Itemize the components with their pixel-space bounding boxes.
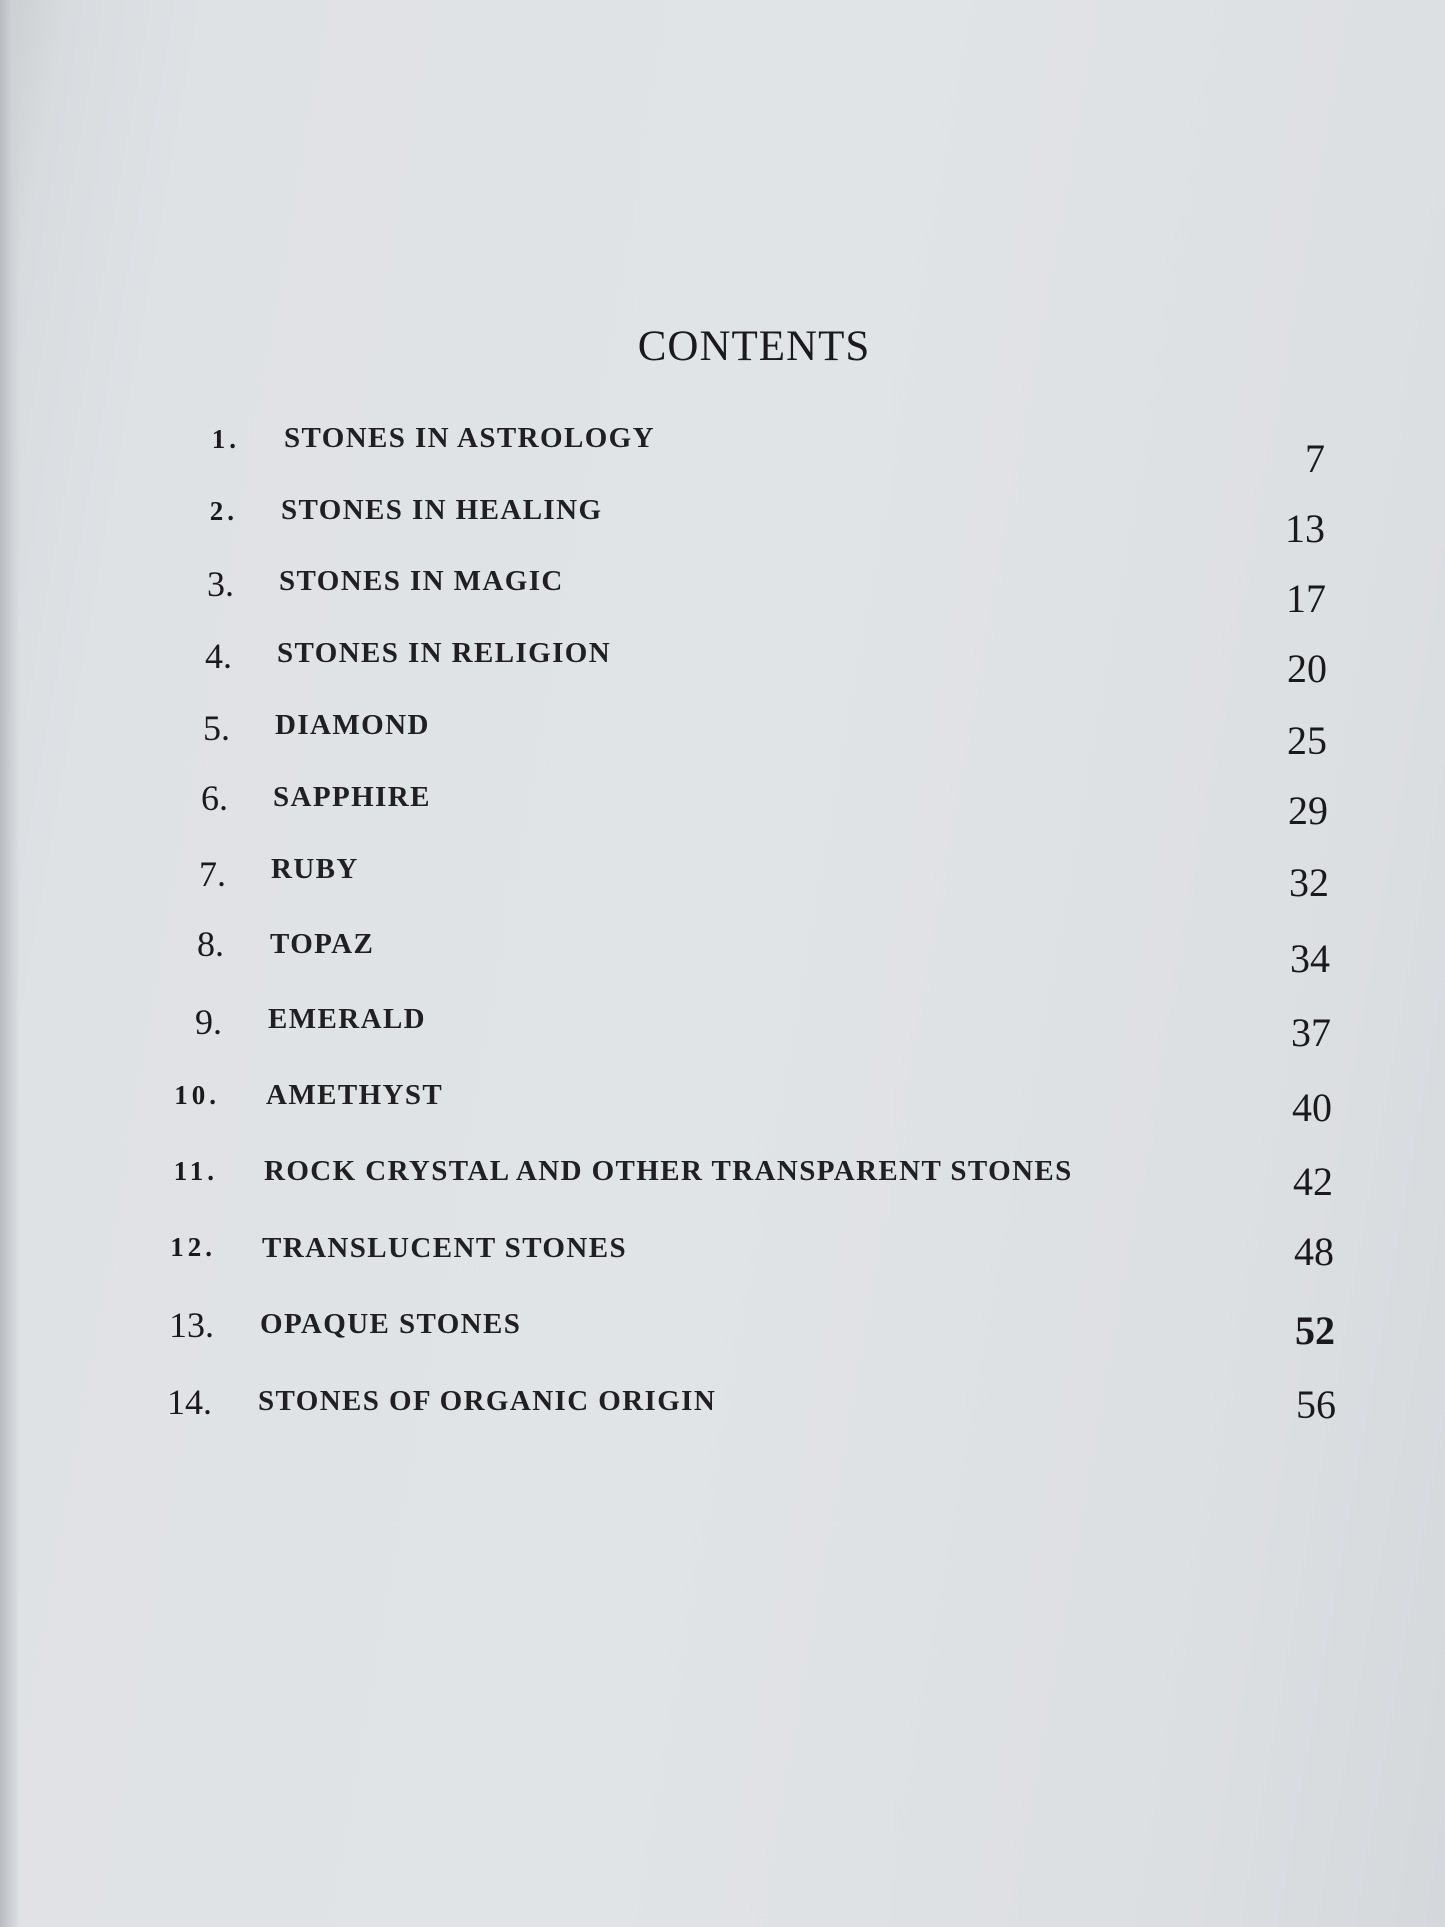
toc-entry-page: 32 bbox=[1289, 860, 1329, 905]
toc-entry-9 bbox=[0, 999, 1445, 1055]
toc-entry-1 bbox=[0, 418, 1445, 481]
toc-entry-7 bbox=[0, 851, 1445, 905]
toc-entry-6 bbox=[0, 777, 1445, 833]
page-title: CONTENTS bbox=[637, 323, 871, 370]
toc-entry-14 bbox=[0, 1381, 1445, 1431]
toc-entry-title: ROCK CRYSTAL AND OTHER TRANSPARENT STONES bbox=[264, 1155, 1073, 1187]
toc-entry-page: 34 bbox=[1290, 936, 1330, 981]
toc-entry-page: 17 bbox=[1286, 576, 1326, 621]
toc-entry-page: 20 bbox=[1287, 646, 1327, 691]
toc-entry-title: AMETHYST bbox=[266, 1079, 444, 1111]
toc-entry-page: 13 bbox=[1285, 506, 1325, 551]
toc-entry-page: 56 bbox=[1296, 1382, 1336, 1427]
toc-entry-title: TRANSLUCENT STONES bbox=[262, 1232, 628, 1264]
toc-entry-11 bbox=[0, 1150, 1445, 1204]
toc-entry-page: 7 bbox=[1305, 436, 1325, 481]
toc-entry-8 bbox=[0, 923, 1445, 981]
toc-entry-title: OPAQUE STONES bbox=[260, 1308, 522, 1340]
toc-entry-title: EMERALD bbox=[268, 1003, 427, 1035]
toc-entry-page: 37 bbox=[1291, 1010, 1331, 1055]
toc-entry-number: 12. bbox=[170, 1232, 216, 1262]
toc-entry-number: 9. bbox=[195, 1002, 222, 1042]
toc-entry-2 bbox=[0, 490, 1445, 551]
toc-entry-page: 52 bbox=[1295, 1308, 1335, 1353]
toc-entry-number: 11. bbox=[173, 1156, 218, 1186]
toc-entry-page: 48 bbox=[1294, 1229, 1334, 1274]
toc-entry-number: 8. bbox=[197, 924, 224, 964]
toc-entry-3 bbox=[0, 561, 1445, 621]
toc-entry-title: STONES IN ASTROLOGY bbox=[284, 422, 655, 454]
toc-entry-number: 4. bbox=[205, 636, 232, 676]
toc-entry-title: STONES IN HEALING bbox=[281, 494, 603, 526]
toc-entry-page: 25 bbox=[1287, 718, 1327, 763]
toc-entry-page: 29 bbox=[1288, 788, 1328, 833]
toc-entry-title: TOPAZ bbox=[270, 928, 375, 960]
toc-entry-4 bbox=[0, 633, 1445, 691]
toc-entry-number: 5. bbox=[203, 708, 230, 748]
toc-entry-page: 42 bbox=[1293, 1159, 1333, 1204]
toc-entry-number: 14. bbox=[167, 1382, 212, 1422]
toc-entry-number: 6. bbox=[201, 778, 228, 818]
toc-entry-10 bbox=[0, 1074, 1445, 1130]
toc-entry-number: 10. bbox=[174, 1080, 220, 1110]
toc-entry-title: STONES IN RELIGION bbox=[277, 637, 612, 669]
toc-entry-12 bbox=[0, 1226, 1445, 1276]
toc-entry-title: RUBY bbox=[271, 853, 359, 885]
toc-entry-number: 3. bbox=[207, 564, 234, 604]
toc-entry-number: 2. bbox=[209, 496, 238, 526]
toc-entry-title: STONES IN MAGIC bbox=[279, 565, 564, 597]
toc-entry-page: 40 bbox=[1292, 1085, 1332, 1130]
toc-entry-title: DIAMOND bbox=[275, 709, 430, 741]
toc-entry-number: 7. bbox=[199, 854, 226, 894]
toc-entry-title: STONES OF ORGANIC ORIGIN bbox=[258, 1385, 717, 1417]
toc-entry-number: 1. bbox=[211, 424, 240, 454]
toc-entry-number: 13. bbox=[169, 1305, 214, 1345]
toc-entry-5 bbox=[0, 705, 1445, 763]
toc-entry-title: SAPPHIRE bbox=[273, 781, 431, 813]
toc-entry-13 bbox=[0, 1303, 1445, 1353]
